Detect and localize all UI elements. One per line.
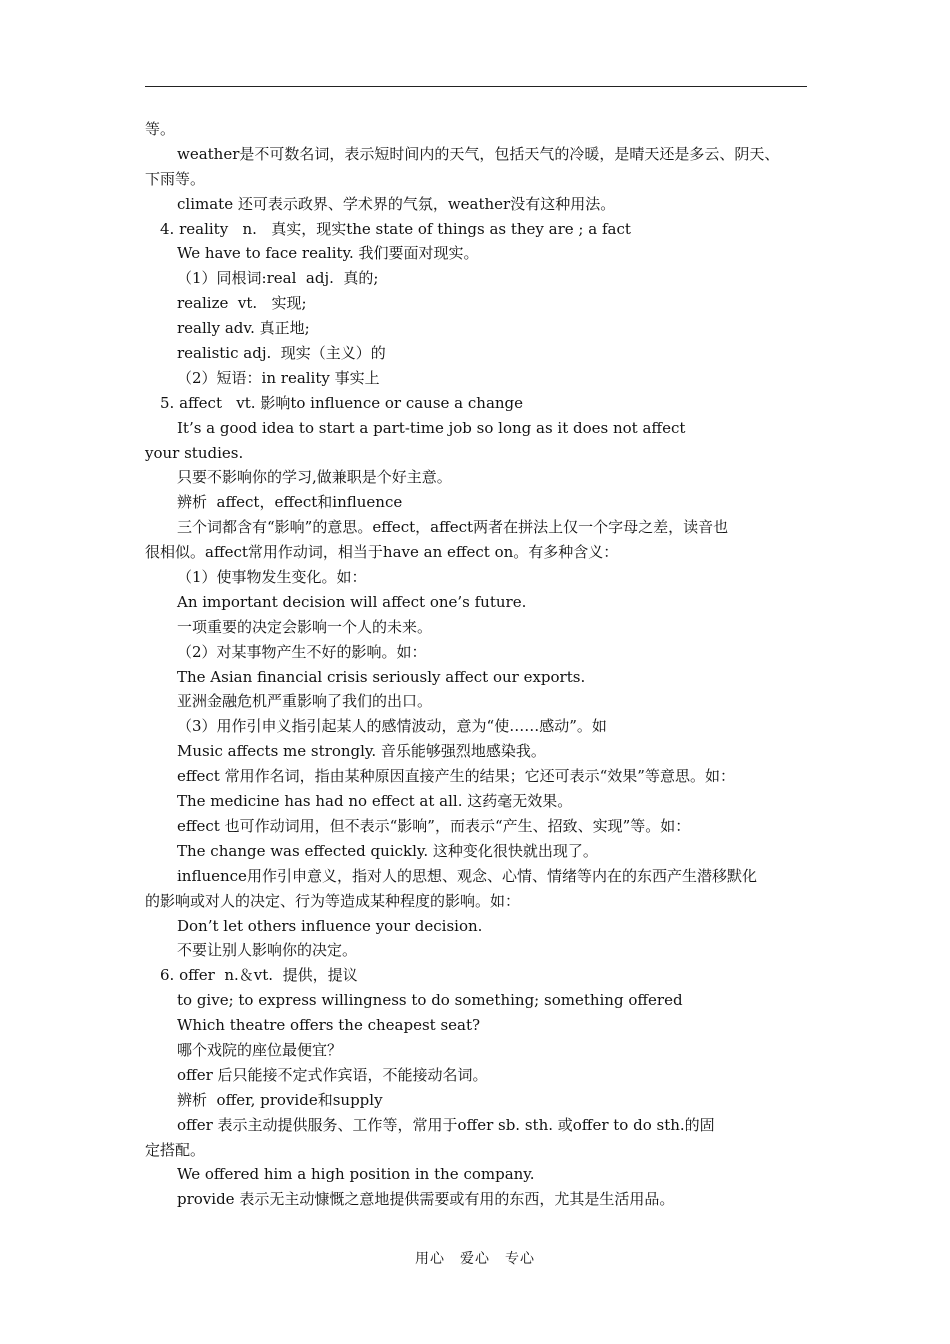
text-line: 定搭配。 xyxy=(145,1140,206,1159)
text-line: （2）短语：in reality 事实上 xyxy=(177,368,380,387)
text-line: 一项重要的决定会影响一个人的未来。 xyxy=(177,617,433,636)
text-line: The medicine has had no effect at all. 这药毫无效果。 xyxy=(177,792,573,811)
text-line: effect 常用作名词，指由某种原因直接产生的结果；它还可表示“效果”等意思。如： xyxy=(177,767,735,786)
header-rule xyxy=(145,86,807,87)
text-line: 5. affect vt. 影响to influence or cause a change xyxy=(160,393,524,412)
text-line: Don’t let others influence your decision. xyxy=(177,916,483,935)
text-line: really adv. 真正地; xyxy=(177,319,310,338)
text-line: （2）对某事物产生不好的影响。如： xyxy=(177,642,427,661)
text-line: （3）用作引申义指引起某人的感情波动，意为“使……感动”。如 xyxy=(177,717,607,736)
text-line: 下雨等。 xyxy=(145,169,206,188)
text-line: offer 后只能接不定式作宾语，不能接动名词。 xyxy=(177,1065,488,1084)
text-line: （1）同根词:real adj. 真的; xyxy=(177,269,379,288)
text-line: 亚洲金融危机严重影响了我们的出口。 xyxy=(177,692,433,711)
text-line: provide 表示无主动慷慨之意地提供需要或有用的东西，尤其是生活用品。 xyxy=(177,1190,675,1209)
text-line: 只要不影响你的学习,做兼职是个好主意。 xyxy=(177,468,452,487)
text-line: 4. reality n. 真实，现实the state of things as they are ; a fact xyxy=(160,219,631,238)
text-line: effect 也可作动词用，但不表示“影响”，而表示“产生、招致、实现”等。如： xyxy=(177,816,691,835)
text-line: 的影响或对人的决定、行为等造成某种程度的影响。如： xyxy=(145,891,521,910)
page-footer: 用心 爱心 专心 xyxy=(415,1251,535,1267)
text-line: We have to face reality. 我们要面对现实。 xyxy=(177,244,479,263)
text-line: 三个词都含有“影响”的意思。effect，affect两者在拼法上仅一个字母之差，读音也 xyxy=(177,518,729,537)
text-line: 等。 xyxy=(145,120,176,138)
text-line: your studies. xyxy=(145,443,244,462)
text-line: It’s a good idea to start a part-time job so long as it does not affect xyxy=(177,418,686,437)
text-line: An important decision will affect one’s future. xyxy=(177,592,527,611)
text-line: 很相似。affect常用作动词，相当于have an effect on。有多种含义： xyxy=(145,543,619,562)
text-line: Which theatre offers the cheapest seat? xyxy=(177,1016,481,1035)
text-line: （1）使事物发生变化。如： xyxy=(177,568,367,587)
text-line: realize vt. 实现; xyxy=(177,294,307,313)
text-line: 辨析 offer, provide和supply xyxy=(177,1090,383,1109)
text-line: 6. offer n.＆vt. 提供，提议 xyxy=(160,966,358,985)
document-body xyxy=(145,117,810,1212)
text-line: 不要让别人影响你的决定。 xyxy=(177,941,358,960)
text-line: realistic adj. 现实（主义）的 xyxy=(177,344,386,363)
text-line: The change was effected quickly. 这种变化很快就出现了。 xyxy=(177,841,598,860)
text-line: offer 表示主动提供服务、工作等，常用于offer sb. sth. 或offer to do sth.的固 xyxy=(177,1115,715,1134)
text-line: to give; to express willingness to do something; something offered xyxy=(177,991,683,1010)
text-line: climate 还可表示政界、学术界的气氛，weather没有这种用法。 xyxy=(177,194,616,213)
text-line: influence用作引申意义，指对人的思想、观念、心情、情绪等内在的东西产生潜移默化 xyxy=(177,866,757,885)
text-line: Music affects me strongly. 音乐能够强烈地感染我。 xyxy=(177,742,546,761)
text-line: 哪个戏院的座位最便宜？ xyxy=(177,1040,343,1059)
text-line: The Asian financial crisis seriously affect our exports. xyxy=(177,667,586,686)
text-line: We offered him a high position in the company. xyxy=(177,1165,535,1184)
text-line: weather是不可数名词，表示短时间内的天气，包括天气的冷暖，是晴天还是多云、阴天、 xyxy=(177,144,780,163)
text-line: 辨析 affect，effect和influence xyxy=(177,493,403,512)
